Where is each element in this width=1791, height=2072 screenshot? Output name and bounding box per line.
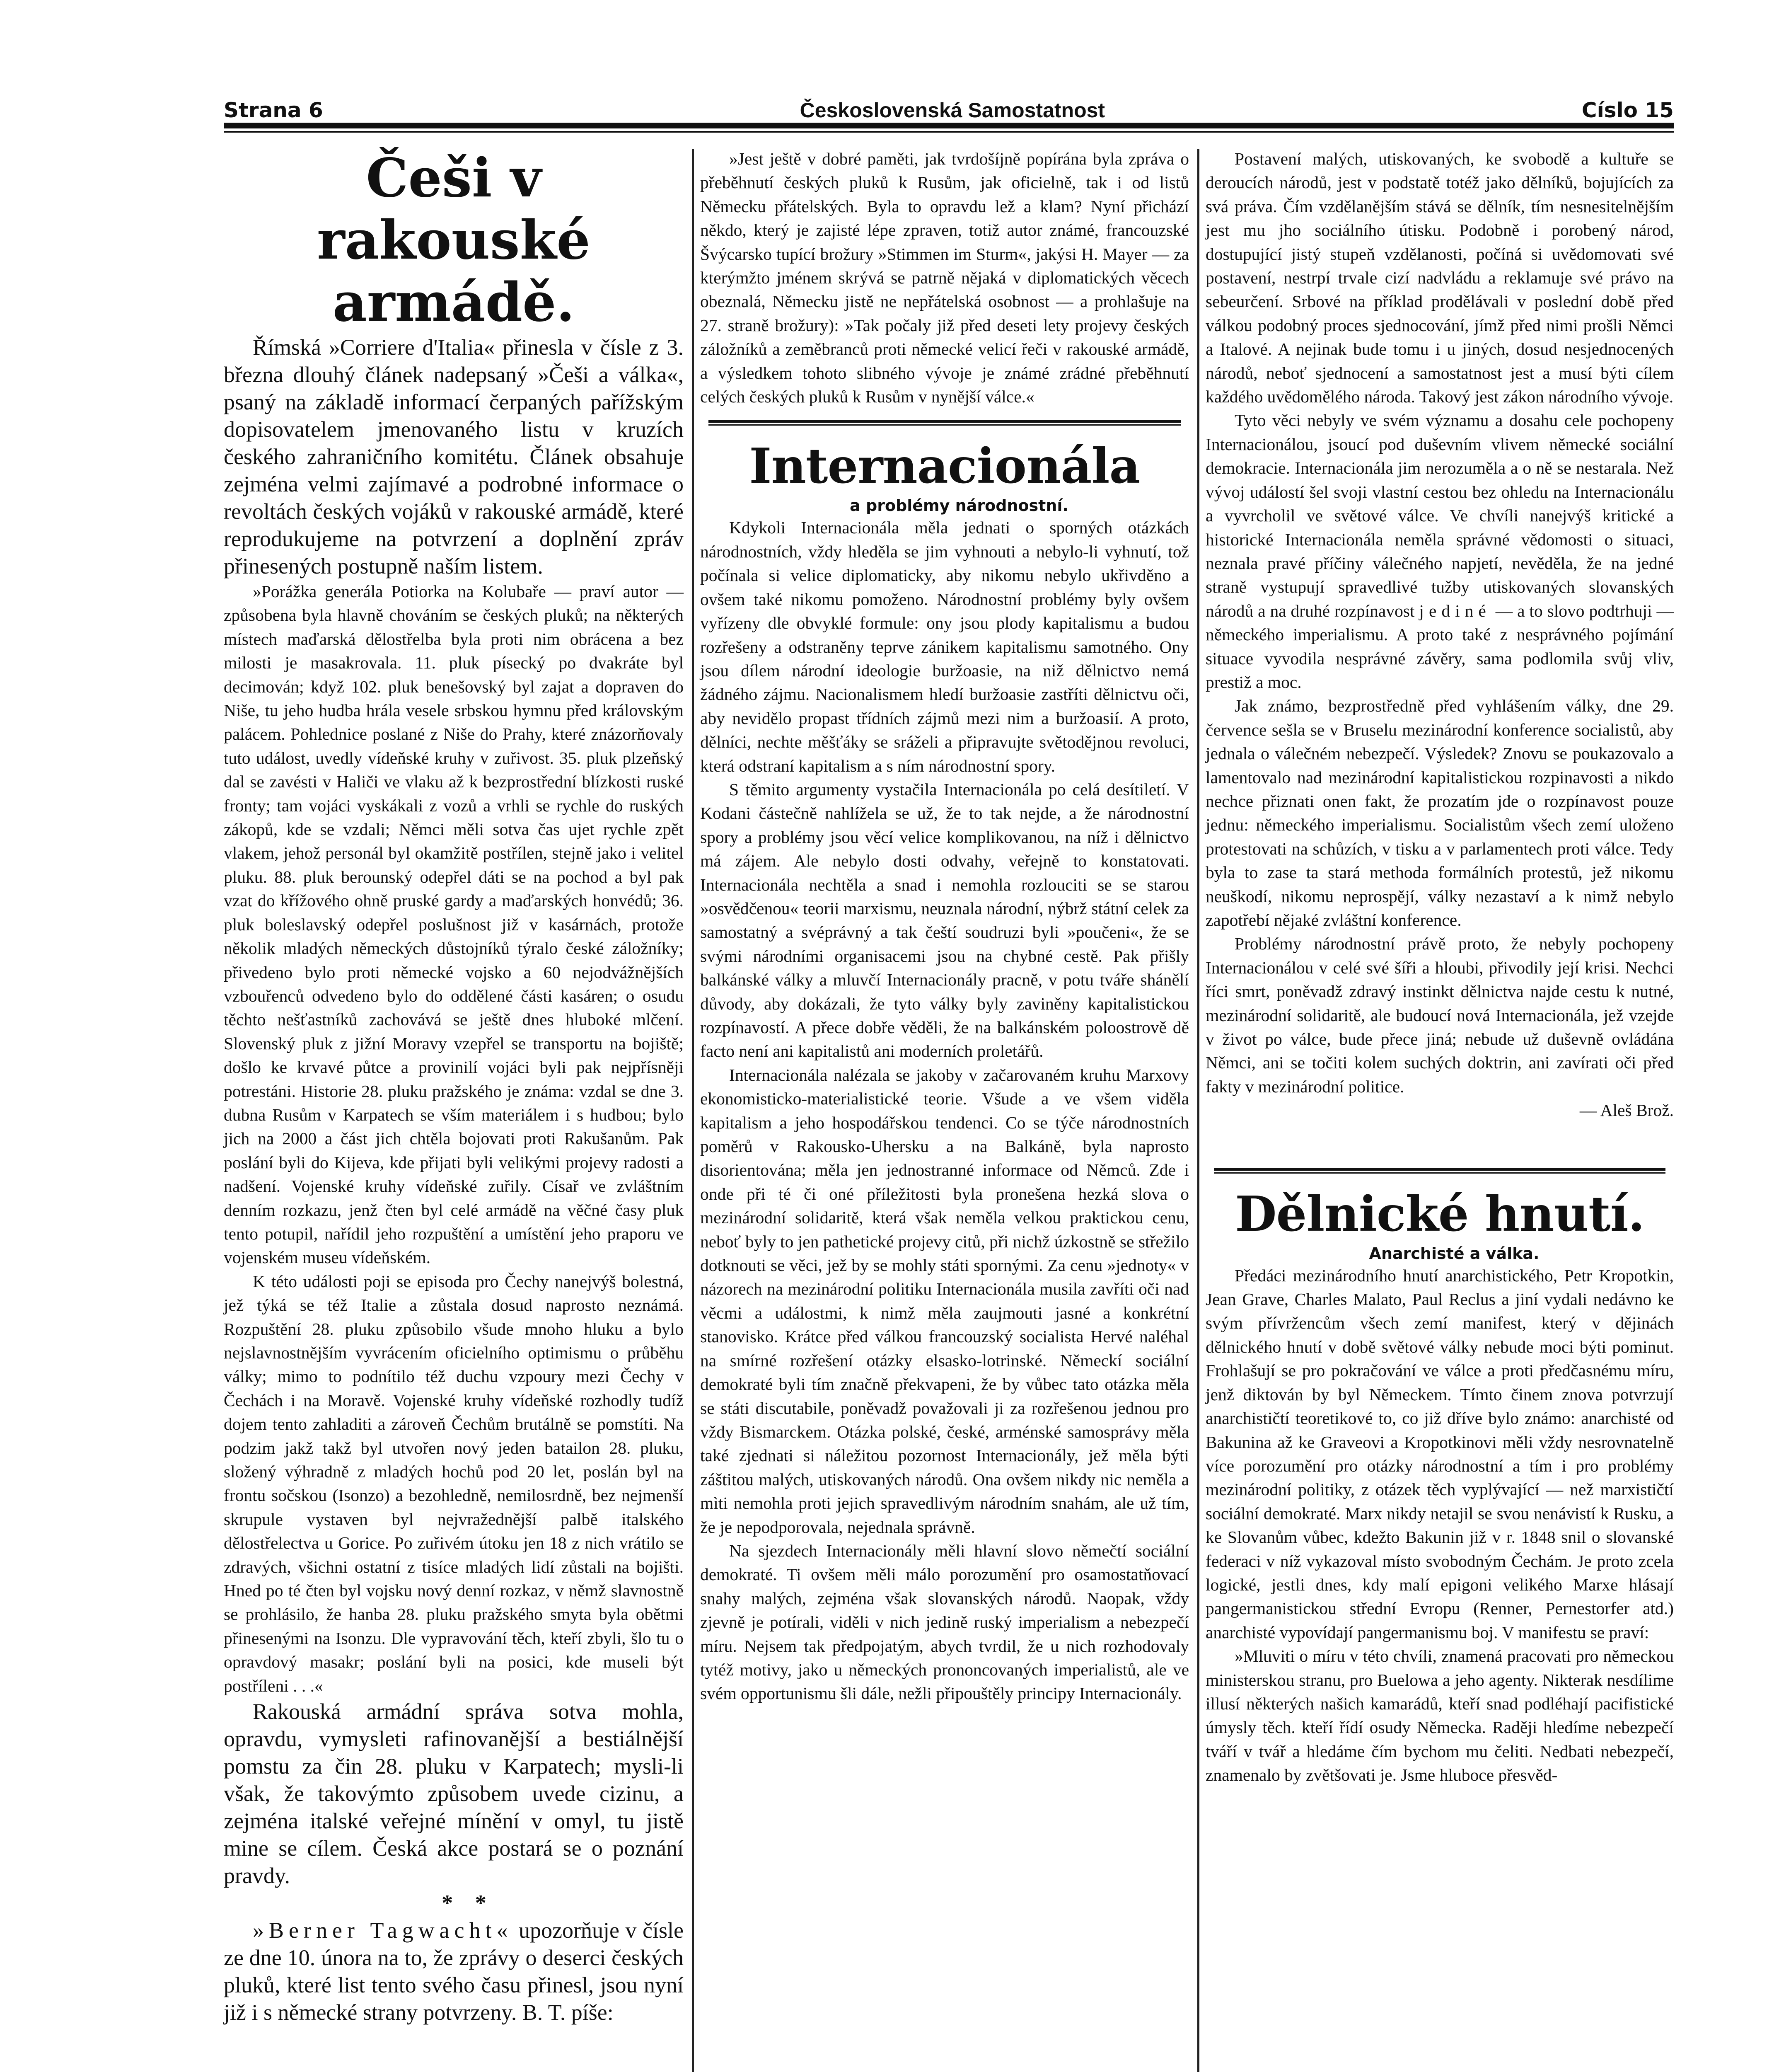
article-paragraph: Postavení malých, utiskovaných, ke svobodě a kultuře se deroucích národů, jest v podstatě totéž jako dělníků, bojujících za svá práva. Čím vzdělanějším stává se dělník, tím nesnesitelnějším jest mu jho sociálního útisku. Podobně i porobený národ, dostupující jistý stupeň vzdělanosti, počíná si uvědomovati své postavení, nestrpí trvale cizí nadvládu a reklamuje své právo na sebeurčení. Srbové na příklad prodělávali v poslední době před válkou podobný proces sjednocování, jímž před nimi prošli Němci a Italové. A nejinak bude tomu i u jiných, dosud nesjednocených národů, neboť sjednocení a samostatnost jest a musí býti cílem každého uvědomělého národa. Takový jest zákon národního vývoje. xyxy=(1206,149,1674,407)
article-subtitle: Anarchisté a válka. xyxy=(1369,1244,1540,1263)
article-paragraph xyxy=(1206,409,1674,694)
article-paragraph: Internacionála nalézala se jakoby v začarovaném kruhu Marxovy ekonomisticko-materialistické teorie. Všude a ve všem viděla kapitalism a jeho hospodářskou tendenci. Co se týče národnostních poměrů v Rakousko-Uhersku a na Balkáně, byla naprosto disorientována; měla jen jednostranné informace od Němců. Zde i onde při té či oné příležitosti byla pronešena hezká slova o mezinárodní solidaritě, která však neměla velkou praktickou cenu, neboť byly to jen pathetické projevy citů, při nichž úzkostně se střežilo dotknouti se věci, jež by se mohly státi spornými. Za cenu »jednoty« v názorech na mezinárodní politiku Internacionála musila zavříti oči nad věcmi a událostmi, k nimž měla zaujmouti jasné a konkrétní stanovisko. Krátce před válkou francouzský socialista Hervé naléhal na smírné rozřešení otázky elsasko-lotrinské. Německí sociální demokraté byli tím značně překvapeni, že by vůbec tato otázka měla se státi discutabile, poněvadž považovali ji za rozřešenou jednou pro vždy Bismarckem. Otázka polské, české, arménské samosprávy měla také zjednati si náležitou pozornost Internacionály, jež měla býti záštitou malých, utiskovaných národů. Ona ovšem nikdy nic neměla a mìti nemohla proti jejich spravedlivým národním snahám, ale už tím, že je nepodporovala, nejednala správně. xyxy=(700,1065,1189,1537)
article-paragraph: Kdykoli Internacionála měla jednati o sporných otázkách národnostních, vždy hleděla se jim vyhnouti a nebylo-li vyhnutí, tož počínala si velice diplomaticky, aby nikomu nebylo ukřivděno a ovšem také nikomu pomoženo. Národnostní problémy byly ovšem vyřízeny dle obvyklé formule: ony jsou plody kapitalismu a budou rozřešeny a odstraněny teprve zánikem kapitalismu samotného. Ony jsou dílem národní ideologie buržoasie, na niž dělnictvo nemá žádného zájmu. Nacionalismem hledí buržoasie zastříti dělnictvu oči, aby nevidělo propast třídních zájmů mezi nim a buržoasií. A proto, dělníci, nechte měšťáky se sráželi a připravujte světodějnou revoluci, která odstraní kapitalism a s ním národnostní spory. xyxy=(700,518,1189,775)
article-paragraph: Na sjezdech Internacionály měli hlavní slovo němečtí sociální demokraté. Ti ovšem měli málo porozumění pro osamostatňovací snahy malých, zejména však slovanských národů. Naopak, vždy zjevně je potírali, viděli v nich jedině ruský imperialism a nebezpečí míru. Nejsem tak předpojatým, abych tvrdil, že u nich rozhodovaly tytéž motivy, jako u německých prononcovaných imperialistů, ale ve svém opportunismu šli dále, nežli připouštěly principy Internacionály. xyxy=(700,1541,1189,1703)
issue-number: Císlo 15 xyxy=(1581,98,1674,122)
article-paragraph: Římská »Corriere d'Italia« přinesla v čísle z 3. března dlouhý článek nadepsaný »Češi a válka«, psaný na základě informací čerpaných pařížským dopisovatelem jmenovaného listu v kruzích českého zahraničního komitétu. Článek obsahuje zejména velmi zajímavé a podrobné informace o revoltách českých vojáků v rakouské armádě, které reprodukujeme na potvrzení a doplnění zpráv přinesených postupně naším listem. xyxy=(224,335,684,579)
article-paragraph: S těmito argumenty vystačila Internacionála po celá desítiletí. V Kodani částečně nahlížela se už, že to tak nejde, a že národnostní spory a problémy jsou věcí velice komplikovanou, na níž i dělnictvo má zájem. Ale nebylo dosti odvahy, veřejně to konstatovati. Internacionála nechtěla a snad i nemohla rozlouciti se se starou »osvědčenou« teorii marxismu, neuznala národní, nýbrž státní celek za samostatný a svéprávný a tak čeští soudruzi byli »poučeni«, že se svými národními organisacemi jsou na chybné cestě. Pak přišly balkánské války a mluvčí Internacionály pracně, v potu tváře shánělí důvody, aby dokázali, že tyto války byly zaviněny kapitalistickou rozpínavostí. A přece dobře věděli, že na balkánském poloostrově dě facto není ani kapitalistů ani moderních proletářů. xyxy=(700,779,1189,1061)
article-paragraph xyxy=(224,1917,684,2026)
column-3 xyxy=(1206,147,1674,1787)
paragraph-text: — a to slovo podtrhuji — německého imperialismu. A proto také z nesprávného pojímání situace vyvodila nesprávné závěry, sama podlomila svůj vliv, prestiž a moc. xyxy=(1206,601,1674,692)
article-paragraph: Problémy národnostní právě proto, že nebyly pochopeny Internacionálou v celé své šíři a hloubi, přivodily její krisi. Nechci říci smrt, poněvadž zdravý instinkt dělnictva najde cestu k nutné, mezinárodní solidaritě, ale budoucí nová Internacionála, jež vzejde v život po válce, bude přece jiná; nebude už duševně ovládána Němci, ani se točiti kolem suchých doktrin, ani zavírati oči před fakty v mezinárodní politice. xyxy=(1206,934,1674,1096)
column-2 xyxy=(700,147,1189,1706)
article-paragraph: Rakouská armádní správa sotva mohla, opravdu, vymysleti rafinovanější a bestiálnější pomstu za čin 28. pluku v Karpatech; mysli-li však, že takovýmto způsobem uvede cizinu, a zejména italské veřejné mínění v omyl, tu jistě mine se cílem. Česká akce postará se o poznání pravdy. xyxy=(224,1699,684,1888)
article-paragraph: »Mluviti o míru v této chvíli, znamená pracovati pro německou ministerskou stranu, pro Buelowa a jeho agenty. Nikterak nesdílime illusí některých našich kamarádů, kteří snad podléhají pacifistické úmysly těch. kteří řídí osudy Německa. Raději hledíme nebezpečí tváří v tvář a hledáme čím bychom mu čeliti. Nedbati nebezpečí, znamenalo by zvětšovati je. Jsme hluboce přesvěd- xyxy=(1206,1646,1674,1785)
article-divider xyxy=(708,420,1181,426)
newspaper-name: Československá Samostatnost xyxy=(800,99,1105,122)
article-title-internacionala: Internacionála xyxy=(749,438,1140,495)
article-paragraph: K této události poji se episoda pro Čechy nanejvýš bolestná, jež týká se též Italie a zůstala dosud naprosto neznámá. Rozpuštění 28. pluku způsobilo všude mnoho hluku a bylo nejslavnostnějším vyvrácením oficielního optimismu o průběhu války; mimo to podnítilo též duchu vzpoury mezi Čechy v Čechách i na Moravě. Vojenské kruhy vídeňské rozhodly tudíž dojem tento zahladiti a zároveň Čechům brutálně se pomstíti. Na podzim jakž takž byl utvořen nový jeden batailon 28. pluku, složený výhradně z mladých hochů pod 20 let, poslán byl na frontu sočskou (Isonzo) a bezohledně, nemilosrdně, bez nejmenší skrupule vystaven byl nejvražednější palbě italského dělostřelectva u Gorice. Po zuřivém útoku jen 18 z nich vrátilo se zdravých, všichni ostatní z tisíce mladých lidí zůstali na bojišti. Hned po té čten byl vojsku nový denní rozkaz, v němž slavnostně se prohlásilo, že hanba 28. pluku pražského smyta byla obětmi přinesenými na Isonzu. Dle vypravování těch, kteří zbyli, šlo tu o opravdový masakr; poslání byli na posici, kde museli být postříleni . . .« xyxy=(224,1271,684,1695)
column-divider-2 xyxy=(1197,149,1199,2072)
page-header xyxy=(224,93,1674,122)
spaced-title: »Berner Tagwacht« xyxy=(253,1918,513,1943)
article-title-delnicke-hnuti: Dělnické hnutí. xyxy=(1235,1186,1645,1242)
article-subtitle: a problémy národnostní. xyxy=(850,496,1068,515)
header-rule xyxy=(224,123,1674,128)
paragraph-text: Tyto věci nebyly ve svém významu a dosahu cele pochopeny Internacionálou, jsoucí pod duševním vlivem německé sociální demokracie. Internacionála jim nerozuměla a o ně se nestarala. Než vývoj událostí šel svoji vlastní cestou bez ohledu na Internacionálu a vyvrcholil ve světové válce. Ve chvíli nanejvýš kritické a historické Internacionála neměla správné vědomosti o situaci, neznala pravé příčiny válečného napjetí, nevěděla, že na jedné straně vystupují spravedlivé tužby utiskovaných slovanských národů a na druhé rozpínavost xyxy=(1206,411,1674,620)
article-paragraph: Jak známo, bezprostředně před vyhlášením války, dne 29. července sešla se v Bruselu mezinárodní konference socialistů, aby jednala o válečném nebezpečí. Výsledek? Znovu se poukazovalo a lamentovalo nad mezinárodní kapitalistickou rozpinavosti a nikdo nechce přiznati onen fakt, že prozatím jde o rozpínavost pouze jednu: německého imperialismu. Socialistům všech zemí uloženo protestovati na schůzích, v tisku a v parlamentech proti válce. Tedy byla to zase ta stará methoda formálních protestů, jež nikomu neuškodí, nikomu neprospějí, války nezastaví a k nimž nebylo zapotřebí nějaké zvláštní konference. xyxy=(1206,696,1674,929)
author-signature: — Aleš Brož. xyxy=(1579,1101,1674,1120)
column-1 xyxy=(224,147,684,2026)
page-number: Strana 6 xyxy=(224,98,323,122)
article-paragraph: »Jest ještě v dobré paměti, jak tvrdošíjně popírána byla zpráva o přeběhnutí českých pluků k Rusům, jak oficielně, tak i od listů Německu přátelských. Byla to opravdu lež a klam? Nyní přichází někdo, který je zajisté lépe zpraven, totiž autor známé, francouzské Švýcarsko tupící brožury »Stimmen im Sturm«, jakýsi H. Mayer — za kterýmžto jménem skrývá se patrně nějaká v diplomatických věcech obeznalá, Německu jistě ne nepřátelská osobnost — a prohlašuje na 27. straně brožury): »Tak počaly již před deseti lety projevy českých záložníků a zeměbranců proti německé velicí řeči v rakouské armádě, a výsledkem tohoto slibného vývoje je známé zrádné přeběhnutí celých českých pluků k Rusům v nynější válce.« xyxy=(700,149,1189,407)
article-divider xyxy=(1214,1168,1665,1174)
column-divider-1 xyxy=(692,149,694,2072)
article-title-cesi: Češi v rakouské armádě. xyxy=(317,147,590,334)
article-paragraph: »Porážka generála Potiorka na Kolubaře — praví autor — způsobena byla hlavně chováním se českých pluků; na některých místech maďarská dělostřelba byla proti nim obrácena a bez milosti je masakrovala. 11. pluk písecký po dvakráte byl decimován; když 102. pluk benešovský byl zajat a dopraven do Niše, tu jeho hudba hrála vesele srbskou hymnu před královským palácem. Pohlednice poslané z Niše do Prahy, které znázorňovaly tuto událost, uvedly vídeňské kruhy v zuřivost. 35. pluk plzeňský dal se zavésti v Haliči ve vlaku až k bezprostřední blízkosti ruské fronty; tam vojáci vyskákali z vozů a vrhli se rychle do ruských zákopů, kde se vzdali; Němci měli sotva čas ujet rychle zpět vlakem, jehož personál byl okamžitě postřílen, stejně jako i velitel pluku. 88. pluk berounský odepřel dáti se na pochod a byl pak vzat do křížového ohně pruské gardy a maďarských honvédů; 36. pluk boleslavský odepřel poslušnost již v kasárnách, protože několik mladých německých důstojníků týralo české záložníky; přivedeno bylo proti německé vojsko a 60 nejodvážnějších vzbouřenců odvedeno bylo do oddělené části kasáren; o osudu těchto nešťastníků zachovává se ještě dnes hluboké mlčení. Slovenský pluk z jižní Moravy vzepřel se transportu na bojiště; došlo ke krvavé půtce a provinilí vojáci byli pak nejpřísněji potrestáni. Historie 28. pluku pražského je známa: vzdal se dne 3. dubna Rusům v Karpatech se vším materiálem i s hudbou; bylo jich na 2000 a část jich chtěla bojovati proti Rakušanům. Pak poslání byli do Kijeva, kde přijati byli velikými projevy radosti a nadšení. Vojenské kruhy vídeňské zuřily. Císař ve zvláštním denním rozkazu, jenž čten byl celé armádě na věčné časy pluk tento potupil, nařídil jeho rozpuštění a umístění jeho praporu ve vojenském museu vídeňském. xyxy=(224,582,684,1267)
section-separator: * * xyxy=(442,1890,495,1916)
emphasized-word: jediné xyxy=(1419,601,1491,620)
paragraph-text: upozorňuje v čísle ze dne 10. února na to, že zprávy o deserci českých pluků, které list tento svého času přinesl, jsou nyní již i s německé strany potvrzeny. B. T. píše: xyxy=(224,1918,684,2025)
header-rule-thin xyxy=(224,131,1674,133)
article-paragraph: Předáci mezinárodního hnutí anarchistického, Petr Kropotkin, Jean Grave, Charles Malato, Paul Reclus a jiní vydali nedávno ke svým přívržencům všech zemí manifest, který v dějinách dělnického hnutí v době světové války nebude moci býti pominut. Frohlašují se pro pokračování ve válce a proti předčasnému míru, jenž diktován by byl Německem. Tímto činem znova potvrzují anarchističtí teoretikové to, co již dříve bylo známo: anarchisté od Bakunina až ke Graveovi a Kropotkinovi měli vždy nesrovnatelně více porozumění pro otázky národnostní a tím i pro problémy mezinárodní politiky, z otázek těch vyplývající — než marxističtí sociální demokraté. Marx nikdy netajil se svou nenávistí k Rusku, a ke Slovanům vůbec, kdežto Bakunin již v r. 1848 snil o slovanské federaci v níž vykazoval místo svobodným Čechám. Je proto zcela logické, jestli dnes, kdy malí epigoni velikého Marxe hlásají pangermanistickou střední Evropu (Renner, Pernestorfer atd.) anarchisté vypovídají pangermanismu boj. V manifestu se praví: xyxy=(1206,1266,1674,1642)
